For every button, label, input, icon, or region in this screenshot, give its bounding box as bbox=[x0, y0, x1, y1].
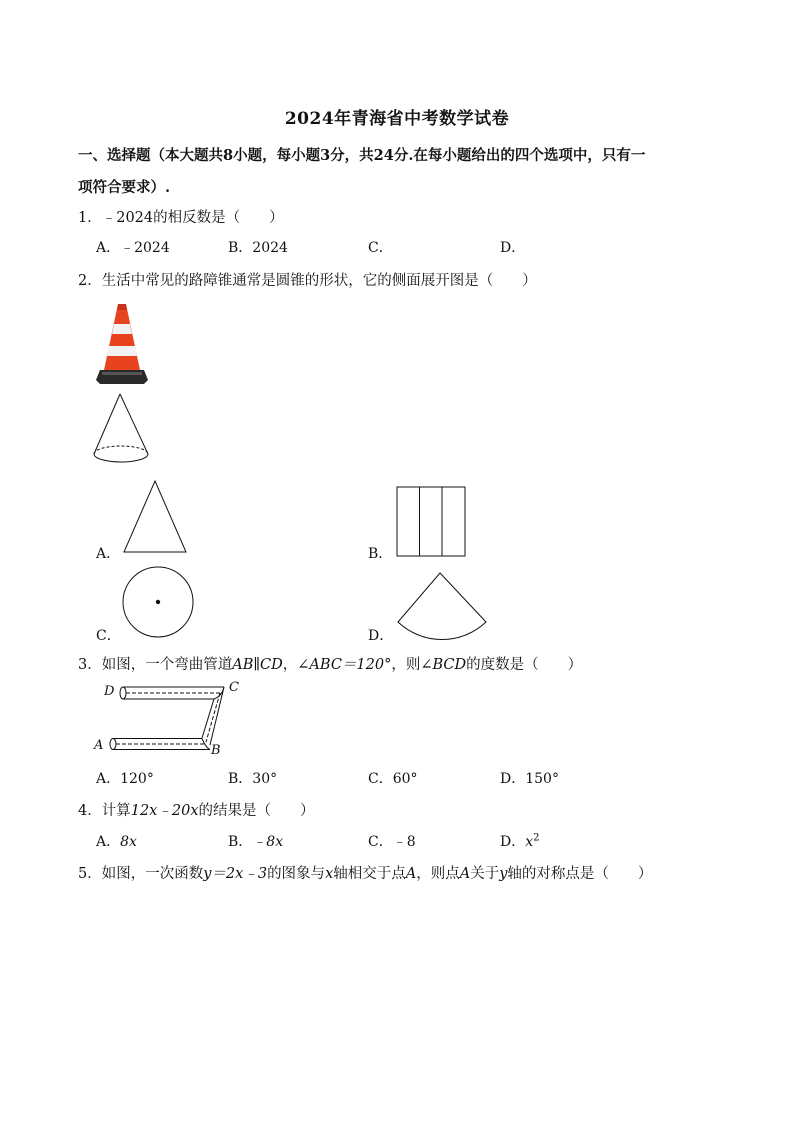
q5-text-a: 5．如图，一次函数 bbox=[78, 866, 204, 882]
q2-option-a-triangle[interactable] bbox=[122, 480, 188, 554]
q3-label-b: B bbox=[211, 743, 221, 758]
q5-text-f: 轴的对称点是（ ） bbox=[507, 866, 653, 882]
q4-text-post: 的结果是（ ） bbox=[198, 803, 315, 819]
question-4-text bbox=[78, 799, 315, 820]
q4-option-c[interactable]: C．﹣8 bbox=[368, 834, 416, 850]
q3-text-mid: ， bbox=[282, 657, 298, 673]
section-heading-line2: 项符合要求）. bbox=[78, 179, 171, 196]
q2-option-a-label[interactable]: A． bbox=[96, 546, 121, 562]
q4-option-b-label: B． bbox=[228, 834, 253, 850]
traffic-cone-image bbox=[96, 302, 148, 386]
q2-option-d-sector[interactable] bbox=[396, 572, 488, 638]
q4-option-d[interactable] bbox=[500, 831, 540, 851]
q4-option-d-value: x bbox=[525, 834, 534, 850]
q1-option-d[interactable]: D． bbox=[500, 240, 526, 256]
q3-text-mid2: ，则 bbox=[391, 657, 421, 673]
q3-label-c: C bbox=[229, 680, 239, 695]
q3-text-pre: 3．如图，一个弯曲管道 bbox=[78, 657, 233, 673]
q3-text-post: 的度数是（ ） bbox=[466, 657, 583, 673]
q3-label-a: A bbox=[94, 738, 104, 753]
q2-option-c-circle[interactable] bbox=[122, 566, 194, 638]
section-heading-line1: 一、选择题（本大题共8小题，每小题3分，共24分.在每小题给出的四个选项中，只有一 bbox=[78, 147, 646, 164]
q5-text-e: 关于 bbox=[470, 866, 500, 882]
q5-text-d: ，则点 bbox=[416, 866, 460, 882]
page-title: 2024年青海省中考数学试卷 bbox=[284, 109, 510, 129]
q5-function: y＝2x﹣3 bbox=[203, 866, 268, 882]
q3-option-a[interactable]: A．120° bbox=[96, 771, 154, 787]
q4-option-b[interactable] bbox=[228, 831, 283, 851]
q2-option-d-label[interactable]: D． bbox=[368, 628, 394, 644]
question-1-text: 1．﹣2024的相反数是（ ） bbox=[78, 210, 284, 226]
q1-option-b[interactable]: B．2024 bbox=[228, 240, 288, 256]
q3-option-c[interactable]: C．60° bbox=[368, 771, 418, 787]
q3-option-b[interactable]: B．30° bbox=[228, 771, 278, 787]
question-3-text bbox=[78, 653, 582, 674]
q4-expression: 12x﹣20x bbox=[130, 803, 199, 819]
q4-option-a-label: A． bbox=[96, 834, 121, 850]
question-5-text bbox=[78, 862, 652, 883]
question-2-text: 2．生活中常见的路障锥通常是圆锥的形状，它的侧面展开图是（ ） bbox=[78, 273, 537, 289]
bent-pipe-figure bbox=[96, 678, 246, 758]
q3-angle-bcd: ∠BCD bbox=[420, 657, 467, 673]
q1-option-a[interactable]: A．﹣2024 bbox=[96, 240, 170, 256]
q1-option-c-label: C． bbox=[368, 240, 393, 256]
q3-label-d: D bbox=[104, 684, 115, 699]
q1-option-c[interactable] bbox=[368, 237, 398, 257]
q4-option-a[interactable] bbox=[96, 831, 137, 851]
q5-text-c: 轴相交于点 bbox=[333, 866, 406, 882]
q1-option-c-fraction bbox=[397, 240, 398, 256]
cone-drawing bbox=[92, 392, 152, 468]
q5-y-axis: y bbox=[499, 866, 508, 882]
q5-point-a-2: A bbox=[459, 866, 471, 882]
q4-option-d-label: D． bbox=[500, 834, 526, 850]
q4-option-b-value: ﹣8x bbox=[252, 834, 284, 850]
q3-option-d[interactable]: D．150° bbox=[500, 771, 559, 787]
q2-option-c-label[interactable]: C． bbox=[96, 628, 121, 644]
q4-text-pre: 4．计算 bbox=[78, 803, 131, 819]
q5-text-b: 的图象与 bbox=[267, 866, 326, 882]
q3-parallel: AB∥CD bbox=[232, 657, 283, 673]
q2-option-b-rectangle[interactable] bbox=[396, 486, 466, 558]
q3-angle-abc: ∠ABC＝120° bbox=[297, 657, 392, 673]
q4-option-a-value: 8x bbox=[120, 834, 137, 850]
q2-option-b-label[interactable]: B． bbox=[368, 546, 393, 562]
q5-point-a: A bbox=[405, 866, 417, 882]
q4-option-d-exponent: 2 bbox=[533, 832, 540, 844]
q5-x-axis: x bbox=[325, 866, 334, 882]
